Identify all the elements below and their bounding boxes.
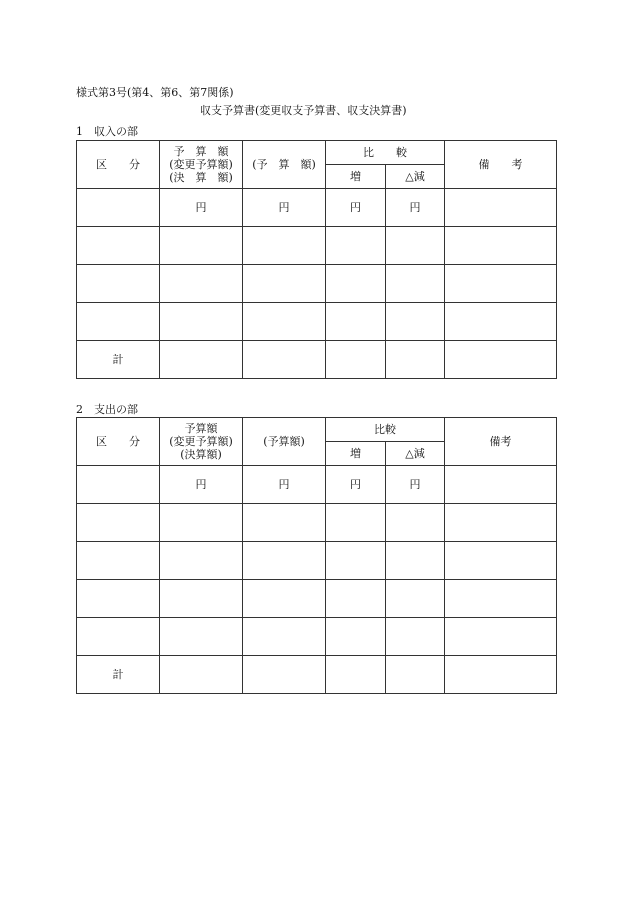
budget-amount-header [160,141,243,189]
prior-budget-cell[interactable] [243,542,326,580]
remarks-header: 備考 [445,418,557,466]
total-row [77,656,557,694]
prior-budget-cell[interactable] [243,504,326,542]
budget-unit-cell[interactable]: 円 [160,466,243,504]
remarks-cell[interactable] [445,466,557,504]
prior-budget-cell[interactable] [243,656,326,694]
increase-cell[interactable] [326,227,386,265]
budget-cell[interactable] [160,227,243,265]
header-line: (変更予算額) [169,435,233,448]
category-cell[interactable] [77,303,160,341]
budget-unit-cell[interactable]: 円 [160,189,243,227]
increase-cell[interactable] [326,656,386,694]
expenditure-section-heading [76,401,138,417]
decrease-unit-cell[interactable]: 円 [386,189,445,227]
decrease-cell[interactable] [386,542,445,580]
form-number: 様式第3号(第4、第6、第7関係) [76,86,234,99]
decrease-cell[interactable] [386,265,445,303]
decrease-header: △減 [386,442,445,466]
increase-cell[interactable] [326,265,386,303]
total-row [77,341,557,379]
decrease-cell[interactable] [386,618,445,656]
comparison-header: 比較 [326,418,445,442]
decrease-cell[interactable] [386,656,445,694]
prior-budget-unit-cell[interactable]: 円 [243,466,326,504]
remarks-cell[interactable] [445,265,557,303]
budget-cell[interactable] [160,656,243,694]
section-number: 1 [76,125,83,138]
category-header: 区 分 [77,141,160,189]
remarks-cell[interactable] [445,341,557,379]
budget-cell[interactable] [160,265,243,303]
remarks-cell[interactable] [445,504,557,542]
increase-cell[interactable] [326,580,386,618]
table-row [77,303,557,341]
income-table [76,140,557,379]
header-line: 予算額 [184,422,218,435]
increase-cell[interactable] [326,341,386,379]
category-cell[interactable] [77,466,160,504]
increase-cell[interactable] [326,542,386,580]
prior-budget-unit-cell[interactable]: 円 [243,189,326,227]
budget-cell[interactable] [160,618,243,656]
budget-cell[interactable] [160,580,243,618]
category-cell[interactable] [77,542,160,580]
prior-budget-cell[interactable] [243,580,326,618]
prior-budget-header: (予算額) [243,418,326,466]
remarks-cell[interactable] [445,542,557,580]
decrease-cell[interactable] [386,227,445,265]
section-label: 収入の部 [94,125,138,138]
budget-cell[interactable] [160,303,243,341]
section-number: 2 [76,403,83,416]
increase-unit-cell[interactable]: 円 [326,189,386,227]
table-row [77,227,557,265]
table-row [77,504,557,542]
increase-cell[interactable] [326,303,386,341]
prior-budget-cell[interactable] [243,227,326,265]
decrease-cell[interactable] [386,303,445,341]
comparison-header: 比 較 [326,141,445,165]
prior-budget-cell[interactable] [243,303,326,341]
decrease-header: △減 [386,165,445,189]
table-row [77,189,557,227]
decrease-cell[interactable] [386,580,445,618]
table-row [77,618,557,656]
increase-header: 増 [326,442,386,466]
budget-cell[interactable] [160,341,243,379]
expenditure-table [76,417,557,694]
remarks-header: 備 考 [445,141,557,189]
category-header: 区 分 [77,418,160,466]
decrease-unit-cell[interactable]: 円 [386,466,445,504]
header-line: (変更予算額) [169,158,233,171]
increase-unit-cell[interactable]: 円 [326,466,386,504]
total-label: 計 [77,341,160,379]
category-cell[interactable] [77,580,160,618]
budget-cell[interactable] [160,504,243,542]
document-title: 収支予算書(変更収支予算書、収支決算書) [200,104,407,117]
remarks-cell[interactable] [445,303,557,341]
header-row [77,141,557,165]
header-row [77,418,557,442]
remarks-cell[interactable] [445,618,557,656]
section-label: 支出の部 [94,403,138,416]
budget-cell[interactable] [160,542,243,580]
budget-amount-header [160,418,243,466]
increase-header: 増 [326,165,386,189]
remarks-cell[interactable] [445,656,557,694]
total-label: 計 [77,656,160,694]
table-row [77,580,557,618]
increase-cell[interactable] [326,618,386,656]
table-row [77,265,557,303]
remarks-cell[interactable] [445,580,557,618]
category-cell[interactable] [77,265,160,303]
category-cell[interactable] [77,189,160,227]
prior-budget-cell[interactable] [243,341,326,379]
prior-budget-cell[interactable] [243,265,326,303]
header-line: (決 算 額) [169,171,233,184]
header-line: (決算額) [180,448,222,461]
prior-budget-cell[interactable] [243,618,326,656]
category-cell[interactable] [77,504,160,542]
remarks-cell[interactable] [445,189,557,227]
decrease-cell[interactable] [386,504,445,542]
income-section-heading [76,123,138,139]
table-row [77,542,557,580]
category-cell[interactable] [77,227,160,265]
decrease-cell[interactable] [386,341,445,379]
header-line: 予 算 額 [173,145,229,158]
table-row [77,466,557,504]
category-cell[interactable] [77,618,160,656]
prior-budget-header: (予 算 額) [243,141,326,189]
increase-cell[interactable] [326,504,386,542]
remarks-cell[interactable] [445,227,557,265]
